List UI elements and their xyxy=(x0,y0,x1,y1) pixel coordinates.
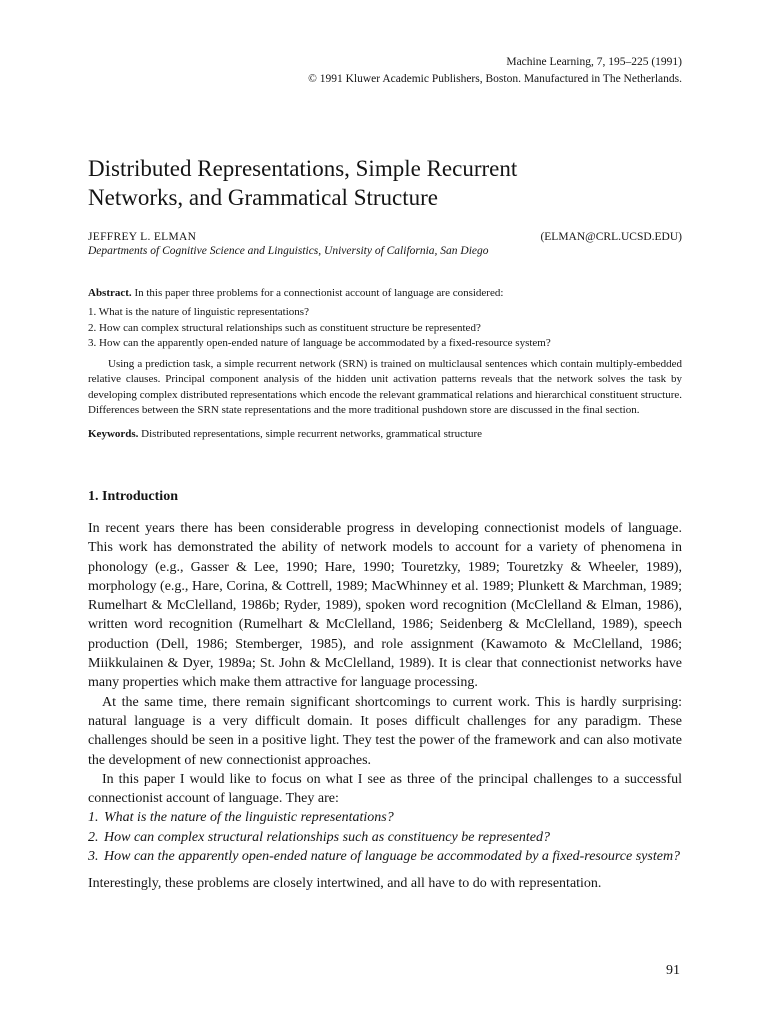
body-paragraph: In this paper I would like to focus on what I see as three of the principal challenges to a successful connectionist account of language. They are: xyxy=(88,771,682,807)
body-paragraph: In recent years there has been considerable progress in developing connectionist models of language. This work has demonstrated the ability of network models to account for a variety of phenomena in phonology (e.g., Gasser & Lee, 1990; Hare, 1990; Touretzky, 1989; Touretzky & Wheeler, 1989), morphology (e.g., Hare, Corina, & Cottrell, 1989; MacWhinney et al. 1989; Plunkett & Marchman, 1989; Rumelhart & McClelland, 1986b; Ryder, 1989), spoken word recognition (McClelland & Elman, 1986), written word recognition (Rumelhart & McClelland, 1986; Seidenberg & McClelland, 1989), speech production (Dell, 1986; Stemberger, 1985), and role assignment (Kawamoto & McClelland, 1986; Miikkulainen & Dyer, 1989a; St. John & McClelland, 1989). It is clear that connectionist networks have many properties which make them attractive for language processing. xyxy=(88,521,682,691)
abstract-question: 2. How can complex structural relationships such as constituent structure be represented? xyxy=(88,321,481,334)
body-paragraph: At the same time, there remain significant shortcomings to current work. This is hardly surprising: natural language is a very difficult domain. It poses difficult challenges for any paradigm. These challenges should be seen in a positive light. They test the power of the framework and can also motivate the development of new connectionist approaches. xyxy=(88,694,682,768)
paper-title xyxy=(88,154,688,212)
abstract-question: 1. What is the nature of linguistic representations? xyxy=(88,306,309,319)
author-name: JEFFREY L. ELMAN xyxy=(88,231,197,243)
challenge-number: 3. xyxy=(88,849,99,865)
abstract-label: Abstract. xyxy=(88,287,132,299)
section-heading-introduction: 1. Introduction xyxy=(88,489,178,504)
abstract xyxy=(88,286,682,443)
challenge-item xyxy=(88,808,682,827)
paper-title-line-1: Distributed Representations, Simple Recurrent xyxy=(88,156,518,181)
author-email: (ELMAN@CRL.UCSD.EDU) xyxy=(540,231,682,243)
page-number: 91 xyxy=(666,963,680,978)
challenge-item xyxy=(88,847,682,866)
closing-sentence: Interestingly, these problems are closely intertwined, and all have to do with representation. xyxy=(88,876,602,892)
author-affiliation: Departments of Cognitive Science and Linguistics, University of California, San Diego xyxy=(88,245,489,257)
challenge-number: 1. xyxy=(88,810,99,826)
challenge-text: How can complex structural relationships such as constituency be represented? xyxy=(104,829,550,845)
challenge-text: What is the nature of the linguistic representations? xyxy=(104,810,394,826)
introduction-body xyxy=(88,519,682,894)
challenge-list xyxy=(88,808,682,866)
challenge-number: 2. xyxy=(88,829,99,845)
challenge-item xyxy=(88,828,682,847)
copyright-notice: © 1991 Kluwer Academic Publishers, Boston. Manufactured in The Netherlands. xyxy=(308,73,682,85)
keywords xyxy=(88,427,682,442)
abstract-question: 3. How can the apparently open-ended nature of language be accommodated by a fixed-resource system? xyxy=(88,336,551,349)
abstract-intro xyxy=(88,286,682,301)
keywords-label: Keywords. xyxy=(88,428,139,441)
keywords-text: Distributed representations, simple recurrent networks, grammatical structure xyxy=(141,428,483,441)
journal-citation: Machine Learning, 7, 195–225 (1991) xyxy=(506,56,682,68)
journal-header xyxy=(308,54,682,88)
challenge-text: How can the apparently open-ended nature of language be accommodated by a fixed-resource system? xyxy=(104,849,681,865)
abstract-paragraph: Using a prediction task, a simple recurrent network (SRN) is trained on multiclausal sentences which contain multiply-embedded relative clauses. Principal component analysis of the hidden unit activation patterns reveals that the network solves the task by developing complex distributed representations which encode the relevant grammatical relations and hierarchical constituent structure. Differences between the SRN state representations and the more traditional pushdown store are discussed in the final section. xyxy=(88,358,682,417)
abstract-question-list xyxy=(88,305,682,351)
abstract-intro-text: In this paper three problems for a connectionist account of language are considered: xyxy=(134,287,504,299)
paper-title-line-2: Networks, and Grammatical Structure xyxy=(88,185,438,210)
